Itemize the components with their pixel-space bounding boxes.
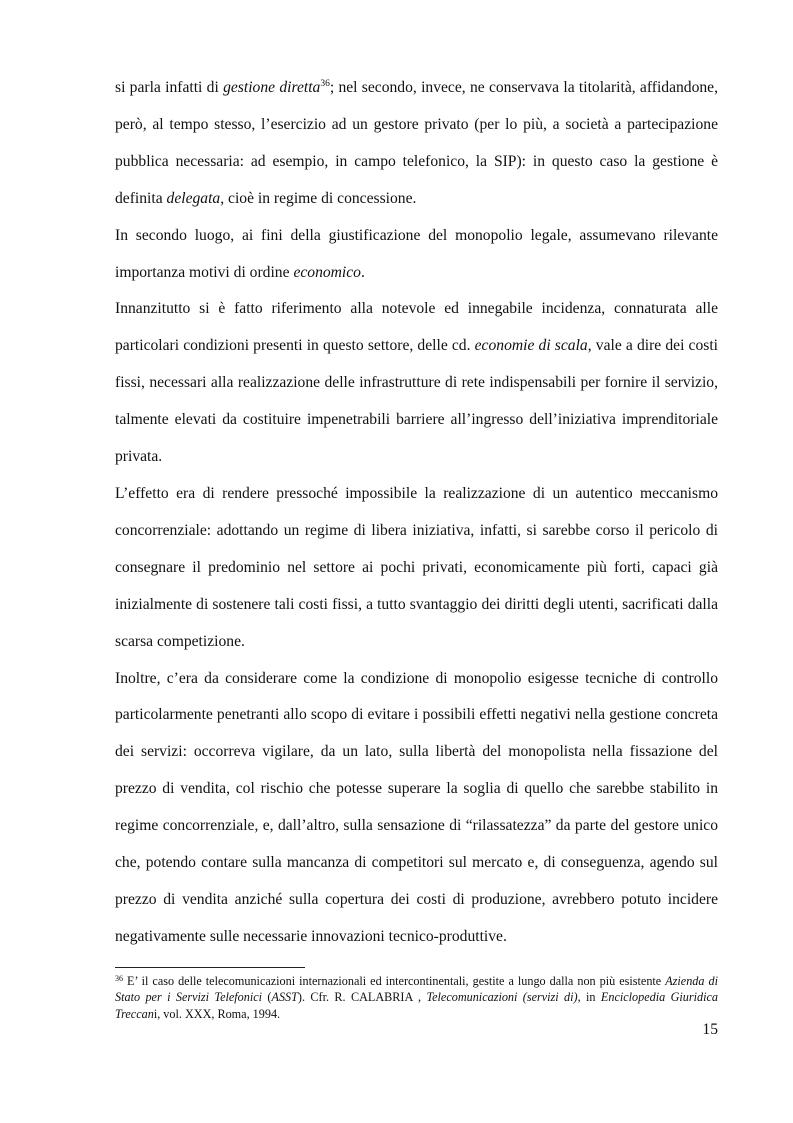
footnote-italic: ASST [271, 990, 298, 1005]
page-number: 15 [702, 1021, 718, 1038]
text-span: si parla infatti di [115, 79, 224, 96]
text-span: . [360, 263, 365, 281]
text-span: , cioè in regime di concessione. [220, 189, 417, 207]
footnote [115, 973, 718, 1022]
footnote-italic: Telecomunicazioni (servizi di) [426, 990, 578, 1005]
italic-text: economie di scala [474, 337, 588, 355]
paragraph [115, 218, 718, 292]
paragraph [115, 476, 718, 661]
footnote-text: ). Cfr. R. CALABRIA , [297, 990, 427, 1005]
footnote-text: ( [262, 990, 272, 1005]
body-text [115, 70, 718, 956]
footnote-text: i, vol. XXX, Roma, 1994. [153, 1006, 281, 1021]
footnote-separator [115, 967, 305, 968]
paragraph [115, 70, 718, 218]
text-span: ; nel secondo, invece, ne conservava la titolarità, affidandone, però, al tempo stesso, l’esercizio ad un gestore privato (per lo più, a società a partecipazione pubblica necessaria: ad esempio, in campo telefonico, la SIP): in questo caso la gestione è definita [115, 79, 718, 207]
footnote-italic: Enciclopedia Giuridica Treccan [115, 990, 719, 1021]
italic-text: gestione diretta [223, 79, 321, 96]
footnote-text: E’ il caso delle telecomunicazioni internazionali ed intercontinentali, gestite a lungo dalla non più esistente [123, 974, 666, 988]
text-span: L’effetto era di rendere pressoché impossibile la realizzazione di un autentico meccanismo concorrenziale: adottando un regime di libera iniziativa, infatti, si sarebbe corso il pericolo di consegnare il predominio nel settore ai pochi privati, economicamente più forti, capaci già inizialmente di sostenere tali costi fissi, a tutto svantaggio dei diritti degli utenti, sacrificati dalla scarsa competizione. [115, 484, 718, 650]
paragraph [115, 291, 718, 476]
footnote-number: 36 [115, 974, 123, 983]
paragraph [115, 661, 718, 956]
text-span: Innanzitutto si è fatto riferimento alla notevole ed innegabile incidenza, connaturata alle particolari condizioni presenti in questo settore, delle cd. [115, 300, 718, 355]
footnote-italic: Azienda di Stato per i Servizi Telefonici [115, 974, 718, 1005]
italic-text: economico [293, 263, 361, 281]
text-span: , vale a dire dei costi fissi, necessari alla realizzazione delle infrastrutture di rete indispensabili per fornire il servizio, talmente elevati da costituire impenetrabili barriere all’ingresso dell’iniziativa imprenditoriale privata. [115, 337, 718, 466]
footnote-reference[interactable]: 36 [320, 79, 330, 89]
footnote-text: , in [577, 990, 601, 1005]
text-span: In secondo luogo, ai fini della giustificazione del monopolio legale, assumevano rilevante importanza motivi di ordine [115, 226, 718, 281]
text-span: Inoltre, c’era da considerare come la condizione di monopolio esigesse tecniche di controllo particolarmente penetranti allo scopo di evitare i possibili effetti negativi nella gestione concreta dei servizi: occorreva vigilare, da un lato, sulla libertà del monopolista nella fissazione del prezzo di vendita, col rischio che potesse superare la soglia di quello che sarebbe stabilito in regime concorrenziale, e, dall’altro, sulla sensazione di “rilassatezza” da parte del gestore unico che, potendo contare sulla mancanza di competitori sul mercato e, di conseguenza, agendo sul prezzo di vendita anziché sulla copertura dei costi di produzione, avrebbero potuto incidere negativamente sulle necessarie innovazioni tecnico-produttive. [115, 669, 718, 945]
italic-text: delegata [166, 189, 221, 207]
